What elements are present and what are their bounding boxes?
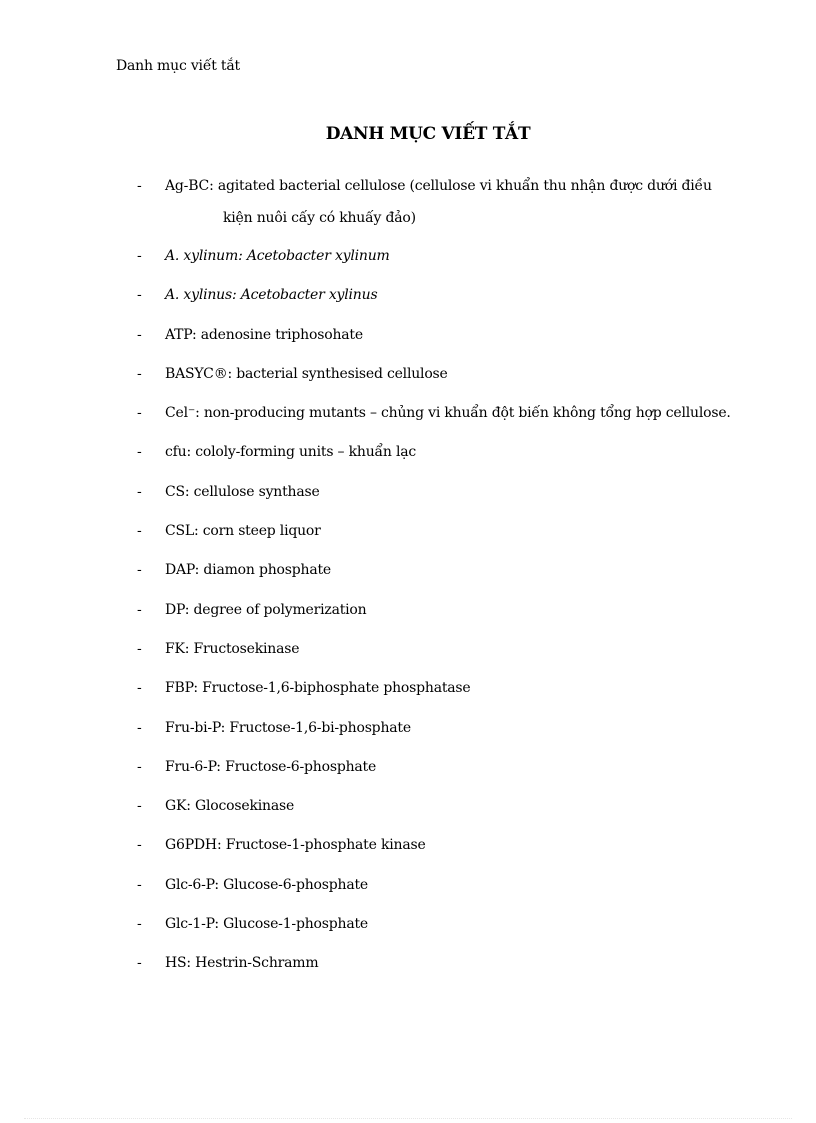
abbreviation-item <box>137 397 757 429</box>
abbreviation-item <box>137 790 757 822</box>
abbreviation-item <box>137 869 757 901</box>
abbreviation-list <box>137 170 757 987</box>
list-dash: - <box>137 680 142 697</box>
list-dash: - <box>137 758 142 775</box>
abbreviation-text: Glc-6-P: Glucose-6-phosphate <box>165 876 368 893</box>
abbreviation-item <box>137 436 757 468</box>
abbreviation-item <box>137 279 757 311</box>
abbreviation-text: Glc-1-P: Glucose-1-phosphate <box>165 916 368 933</box>
abbreviation-item <box>137 712 757 744</box>
abbreviation-item <box>137 908 757 940</box>
abbreviation-text: GK: Glocosekinase <box>165 798 295 815</box>
abbreviation-text: BASYC®: bacterial synthesised cellulose <box>165 365 448 382</box>
abbreviation-text: A. xylinum: Acetobacter xylinum <box>165 248 390 264</box>
list-dash: - <box>137 365 142 382</box>
abbreviation-continuation: kiện nuôi cấy có khuấy đảo) <box>223 210 416 226</box>
abbreviation-item <box>137 515 757 547</box>
abbreviation-text: Cel⁻: non-producing mutants – chủng vi khuẩn đột biến không tổng hợp cellulose. <box>165 405 731 422</box>
abbreviation-item <box>137 633 757 665</box>
abbreviation-text: DAP: diamon phosphate <box>165 562 332 579</box>
abbreviation-item <box>137 319 757 351</box>
abbreviation-text: Ag-BC: agitated bacterial cellulose (cellulose vi khuẩn thu nhận được dưới điều <box>165 178 712 194</box>
list-dash: - <box>137 955 142 972</box>
abbreviation-item <box>137 240 757 272</box>
abbreviation-text: Fru-bi-P: Fructose-1,6-bi-phosphate <box>165 719 411 736</box>
abbreviation-item <box>137 170 757 234</box>
abbreviation-text: cfu: cololy-forming units – khuẩn lạc <box>165 444 417 461</box>
list-dash: - <box>137 287 142 304</box>
running-header: Danh mục viết tắt <box>116 58 240 74</box>
list-dash: - <box>137 444 142 461</box>
abbreviation-text: HS: Hestrin-Schramm <box>165 955 319 972</box>
abbreviation-item <box>137 751 757 783</box>
abbreviation-item <box>137 554 757 586</box>
abbreviation-item <box>137 358 757 390</box>
abbreviation-item <box>137 672 757 704</box>
abbreviation-text: FK: Fructosekinase <box>165 640 300 657</box>
list-dash: - <box>137 523 142 540</box>
list-dash: - <box>137 640 142 657</box>
list-dash: - <box>137 916 142 933</box>
page-title: DANH MỤC VIẾT TẮT <box>325 124 531 144</box>
abbreviation-text: FBP: Fructose-1,6-biphosphate phosphatase <box>165 680 471 697</box>
list-dash: - <box>137 837 142 854</box>
list-dash: - <box>137 248 142 264</box>
abbreviation-text: Fru-6-P: Fructose-6-phosphate <box>165 758 377 775</box>
abbreviation-text: A. xylinus: Acetobacter xylinus <box>165 287 378 304</box>
abbreviation-text: CSL: corn steep liquor <box>165 523 321 540</box>
abbreviation-item <box>137 947 757 979</box>
list-dash: - <box>137 798 142 815</box>
list-dash: - <box>137 562 142 579</box>
abbreviation-text: G6PDH: Fructose-1-phosphate kinase <box>165 837 426 854</box>
list-dash: - <box>137 719 142 736</box>
list-dash: - <box>137 876 142 893</box>
abbreviation-text: ATP: adenosine triphosohate <box>165 326 363 343</box>
abbreviation-item <box>137 594 757 626</box>
abbreviation-text: CS: cellulose synthase <box>165 483 320 500</box>
abbreviation-text: DP: degree of polymerization <box>165 601 367 618</box>
list-dash: - <box>137 405 142 422</box>
page-bottom-rule <box>24 1118 792 1119</box>
list-dash: - <box>137 326 142 343</box>
list-dash: - <box>137 601 142 618</box>
abbreviation-item <box>137 829 757 861</box>
abbreviation-item <box>137 476 757 508</box>
list-dash: - <box>137 178 142 194</box>
list-dash: - <box>137 483 142 500</box>
